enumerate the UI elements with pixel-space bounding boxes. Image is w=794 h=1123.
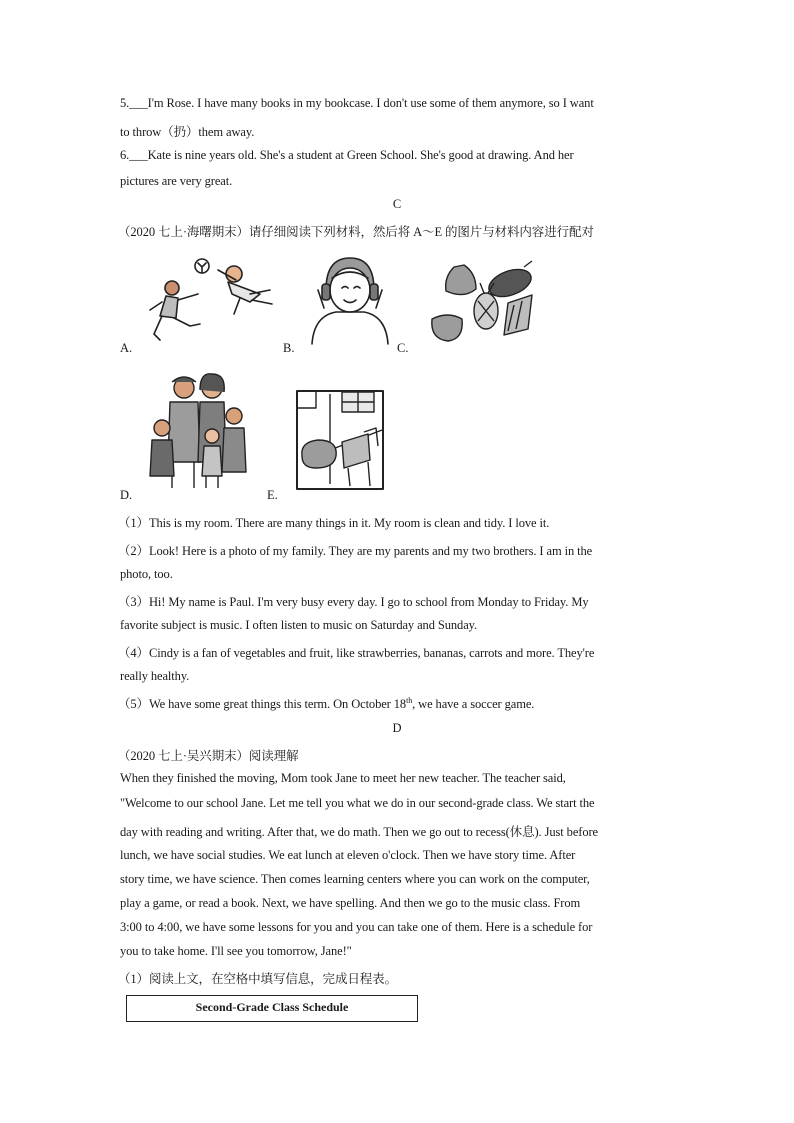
schedule-title: Second-Grade Class Schedule [195,1000,349,1014]
item-5: （5）We have some great things this term. On October 18th, we have a soccer game. [118,695,535,711]
schedule-table-header [126,995,418,1022]
item-3-line2: favorite subject is music. I often listen to music on Saturday and Sunday. [120,618,477,632]
passage-line: you to take home. I'll see you tomorrow, Jane!" [120,944,352,958]
passage-line: "Welcome to our school Jane. Let me tell you what we do in our second-grade class. We start the [120,796,595,810]
item-2-line1: （2）Look! Here is a photo of my family. They are my parents and my two brothers. I am in the [118,544,593,558]
section-d-letter: D [392,721,402,735]
item-4-line2: really healthy. [120,669,190,683]
fruits-vegetables-icon [424,255,540,345]
room-icon [296,390,386,492]
q6-line1: 6.___Kate is nine years old. She's a student at Green School. She's good at drawing. And her [120,148,574,162]
headphones-girl-icon [302,250,398,346]
passage-line: When they finished the moving, Mom took Jane to meet her new teacher. The teacher said, [120,771,566,785]
item-3-line1: （3）Hi! My name is Paul. I'm very busy every day. I go to school from Monday to Friday. My [118,595,589,609]
picture-a-label: A. [120,341,133,355]
section-c-letter: C [392,197,402,211]
picture-b-label: B. [283,341,295,355]
family-icon [146,372,254,490]
passage-line: story time, we have science. Then comes learning centers where you can work on the computer, [120,872,590,886]
soccer-players-icon [140,254,280,350]
q5-line1: 5.___I'm Rose. I have many books in my bookcase. I don't use some of them anymore, so I want [120,96,594,110]
passage-line: 3:00 to 4:00, we have some lessons for you and you can take one of them. Here is a schedule for [120,920,593,934]
item-1: （1）This is my room. There are many things in it. My room is clean and tidy. I love it. [118,516,550,530]
q6-line2: pictures are very great. [120,174,233,188]
section-d-instruction: （2020 七上·吴兴期末）阅读理解 [118,749,299,763]
task-instruction: （1）阅读上文，在空格中填写信息，完成日程表。 [118,972,397,986]
passage-line: lunch, we have social studies. We eat lunch at eleven o'clock. Then we have story time. After [120,848,576,862]
item-4-line1: （4）Cindy is a fan of vegetables and fruit, like strawberries, bananas, carrots and more. They're [118,646,595,660]
picture-d-label: D. [120,488,133,502]
q5-line2: to throw（扔）them away. [120,125,255,139]
passage-line: day with reading and writing. After that, we do math. Then we go out to recess(休息). Just before [120,825,598,839]
picture-c-label: C. [397,341,409,355]
item-2-line2: photo, too. [120,567,173,581]
picture-e-label: E. [267,488,278,502]
passage-line: play a game, or read a book. Next, we have spelling. And then we go to the music class. From [120,896,581,910]
section-c-instruction: （2020 七上·海曙期末）请仔细阅读下列材料，然后将 A～E 的图片与材料内容进行配对 [118,225,594,239]
